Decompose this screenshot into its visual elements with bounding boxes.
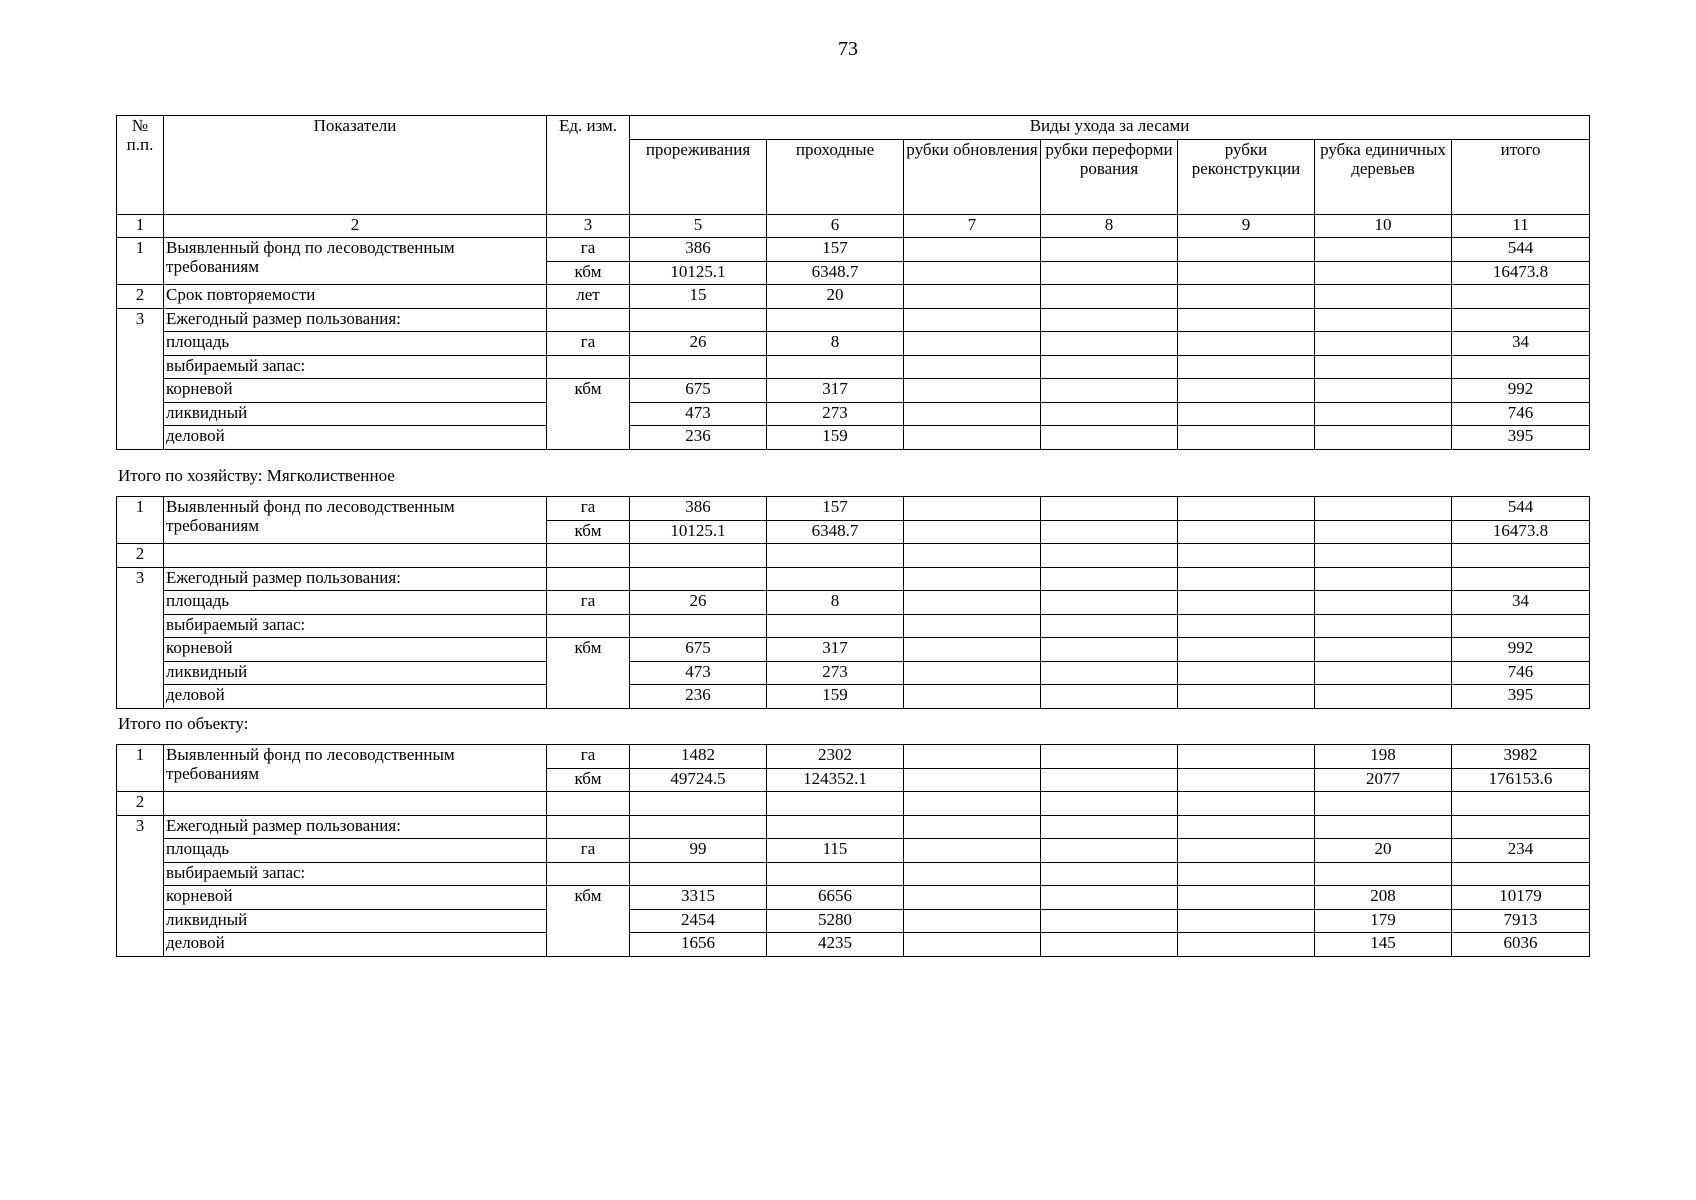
value-cell [1452,815,1590,839]
table-row [117,402,1590,426]
value-cell: 386 [630,497,767,521]
value-cell: 159 [767,426,904,450]
value-cell [1041,591,1178,615]
value-cell [1178,238,1315,262]
value-cell: 15 [630,285,767,309]
value-cell: 544 [1452,238,1590,262]
value-cell: 2302 [767,745,904,769]
value-cell [630,544,767,568]
value-cell: 675 [630,638,767,662]
column-number: 8 [1041,214,1178,238]
value-cell [767,862,904,886]
value-cell [1315,497,1452,521]
value-cell: 198 [1315,745,1452,769]
row-number: 3 [117,308,164,449]
value-cell [1041,862,1178,886]
value-cell [1315,285,1452,309]
row-unit [547,567,630,591]
row-number: 2 [117,544,164,568]
value-cell: 236 [630,426,767,450]
value-cell [1041,909,1178,933]
row-label: корневой [164,379,547,403]
value-cell [904,308,1041,332]
value-cell [1041,792,1178,816]
value-cell [1041,426,1178,450]
block-title-object: Итого по объекту: [118,714,249,733]
value-cell [904,591,1041,615]
value-cell [1315,544,1452,568]
value-cell: 3315 [630,886,767,910]
header-col-indicator: Показатели [164,116,547,215]
value-cell [1178,886,1315,910]
value-cell [1178,815,1315,839]
value-cell [1315,402,1452,426]
row-label: Выявленный фонд по лесоводственным требованиям [164,745,547,792]
value-cell [1315,792,1452,816]
row-unit: кбм [547,886,630,957]
value-cell [1452,567,1590,591]
column-number: 2 [164,214,547,238]
table-row [117,745,1590,769]
value-cell [1178,308,1315,332]
value-cell: 473 [630,661,767,685]
table-row [117,426,1590,450]
value-cell [630,614,767,638]
forest-care-table-household [116,496,1590,709]
value-cell [1041,638,1178,662]
value-cell [904,886,1041,910]
value-cell [1041,768,1178,792]
row-label: деловой [164,685,547,709]
value-cell [904,332,1041,356]
value-cell [1178,285,1315,309]
row-unit: лет [547,285,630,309]
table-row [117,497,1590,521]
value-cell [1452,285,1590,309]
table-row [117,638,1590,662]
row-label: выбираемый запас: [164,862,547,886]
row-label: Выявленный фонд по лесоводственным требованиям [164,497,547,544]
value-cell [630,815,767,839]
header-care-type: итого [1452,139,1590,214]
value-cell [904,815,1041,839]
value-cell: 157 [767,497,904,521]
value-cell [904,839,1041,863]
row-unit: га [547,332,630,356]
value-cell: 145 [1315,933,1452,957]
value-cell [904,685,1041,709]
value-cell [1178,839,1315,863]
value-cell: 395 [1452,685,1590,709]
header-care-type: проходные [767,139,904,214]
value-cell [904,661,1041,685]
value-cell [1041,402,1178,426]
value-cell [1041,332,1178,356]
header-col-unit: Ед. изм. [547,116,630,215]
value-cell: 179 [1315,909,1452,933]
column-number: 5 [630,214,767,238]
table-row [117,933,1590,957]
table-row [117,332,1590,356]
value-cell [1315,862,1452,886]
column-number: 6 [767,214,904,238]
row-label: площадь [164,332,547,356]
value-cell [904,520,1041,544]
value-cell [1041,933,1178,957]
table-row [117,285,1590,309]
value-cell [1041,308,1178,332]
row-number: 2 [117,285,164,309]
value-cell [1315,426,1452,450]
value-cell: 386 [630,238,767,262]
value-cell [904,285,1041,309]
row-number: 3 [117,815,164,956]
forest-care-table-main [116,115,1590,450]
value-cell [904,238,1041,262]
value-cell [1452,544,1590,568]
row-unit [547,792,630,816]
row-label: деловой [164,933,547,957]
table-row [117,544,1590,568]
value-cell: 273 [767,402,904,426]
value-cell [1315,355,1452,379]
column-number: 11 [1452,214,1590,238]
row-unit: кбм [547,768,630,792]
row-label: Выявленный фонд по лесоводственным требованиям [164,238,547,285]
value-cell [1041,685,1178,709]
table-row [117,886,1590,910]
value-cell [1178,933,1315,957]
value-cell [1452,862,1590,886]
value-cell [1315,815,1452,839]
table-row [117,308,1590,332]
value-cell [1315,567,1452,591]
table-row [117,355,1590,379]
value-cell [1178,379,1315,403]
value-cell [767,308,904,332]
value-cell [767,792,904,816]
value-cell [1041,839,1178,863]
value-cell [1178,332,1315,356]
value-cell [904,261,1041,285]
row-label: выбираемый запас: [164,355,547,379]
row-unit: га [547,591,630,615]
header-numbering-row [117,214,1590,238]
header-care-type: рубки переформирования [1041,139,1178,214]
value-cell [1315,661,1452,685]
value-cell [1041,285,1178,309]
row-number: 2 [117,792,164,816]
column-number: 9 [1178,214,1315,238]
value-cell [1041,520,1178,544]
value-cell: 395 [1452,426,1590,450]
row-unit [547,355,630,379]
value-cell [630,792,767,816]
value-cell [1178,567,1315,591]
forest-care-table-object [116,744,1590,957]
header-care-type: рубки обновления [904,139,1041,214]
value-cell [1178,355,1315,379]
value-cell: 208 [1315,886,1452,910]
value-cell [1178,261,1315,285]
value-cell: 544 [1452,497,1590,521]
value-cell [1452,308,1590,332]
value-cell: 10125.1 [630,261,767,285]
value-cell [904,638,1041,662]
value-cell: 2077 [1315,768,1452,792]
value-cell: 176153.6 [1452,768,1590,792]
value-cell [1315,308,1452,332]
row-unit [547,614,630,638]
value-cell [1315,379,1452,403]
value-cell [904,909,1041,933]
value-cell [1315,614,1452,638]
value-cell: 234 [1452,839,1590,863]
value-cell [1178,497,1315,521]
value-cell [767,614,904,638]
value-cell: 1482 [630,745,767,769]
value-cell: 7913 [1452,909,1590,933]
row-label: площадь [164,839,547,863]
table-row [117,379,1590,403]
value-cell: 4235 [767,933,904,957]
value-cell: 10179 [1452,886,1590,910]
row-label: корневой [164,638,547,662]
row-unit: кбм [547,261,630,285]
value-cell: 6656 [767,886,904,910]
value-cell: 273 [767,661,904,685]
value-cell [1041,661,1178,685]
row-number: 1 [117,497,164,544]
table-row [117,567,1590,591]
value-cell: 746 [1452,661,1590,685]
value-cell [1041,497,1178,521]
row-number: 1 [117,238,164,285]
value-cell [1315,332,1452,356]
value-cell: 10125.1 [630,520,767,544]
value-cell [1178,745,1315,769]
table-row [117,862,1590,886]
row-label: Срок повторяемости [164,285,547,309]
column-number: 1 [117,214,164,238]
value-cell [904,745,1041,769]
value-cell: 99 [630,839,767,863]
value-cell [1315,261,1452,285]
value-cell [904,768,1041,792]
header-col-no: № п.п. [117,116,164,215]
header-row-top [117,116,1590,140]
table-row [117,685,1590,709]
value-cell: 20 [767,285,904,309]
value-cell [1315,638,1452,662]
value-cell: 317 [767,638,904,662]
value-cell [1315,520,1452,544]
row-unit: кбм [547,520,630,544]
header-group-title: Виды ухода за лесами [630,116,1590,140]
row-unit: га [547,238,630,262]
header-care-type: рубка единичных деревьев [1315,139,1452,214]
value-cell [904,426,1041,450]
value-cell: 6348.7 [767,261,904,285]
value-cell [904,497,1041,521]
row-label: Ежегодный размер пользования: [164,567,547,591]
table-row [117,238,1590,262]
row-unit: га [547,497,630,521]
row-unit: кбм [547,638,630,709]
value-cell [904,614,1041,638]
value-cell [630,862,767,886]
row-label: корневой [164,886,547,910]
value-cell: 6348.7 [767,520,904,544]
table-row [117,614,1590,638]
table-row [117,661,1590,685]
column-number: 3 [547,214,630,238]
value-cell: 20 [1315,839,1452,863]
row-label: Ежегодный размер пользования: [164,308,547,332]
row-label [164,792,547,816]
row-label: Ежегодный размер пользования: [164,815,547,839]
row-label: площадь [164,591,547,615]
value-cell: 16473.8 [1452,520,1590,544]
value-cell [904,567,1041,591]
column-number: 10 [1315,214,1452,238]
value-cell: 992 [1452,638,1590,662]
value-cell [1452,355,1590,379]
value-cell [1178,909,1315,933]
row-label: ликвидный [164,661,547,685]
value-cell: 3982 [1452,745,1590,769]
value-cell [1178,661,1315,685]
value-cell: 8 [767,332,904,356]
row-unit [547,544,630,568]
value-cell [1041,238,1178,262]
page-number: 73 [838,38,858,60]
value-cell [630,355,767,379]
table-row [117,909,1590,933]
value-cell [1178,614,1315,638]
row-unit [547,308,630,332]
value-cell [1178,426,1315,450]
value-cell [1178,544,1315,568]
value-cell [630,308,767,332]
value-cell: 124352.1 [767,768,904,792]
value-cell: 26 [630,332,767,356]
value-cell [630,567,767,591]
row-unit [547,815,630,839]
table-row [117,815,1590,839]
row-number: 3 [117,567,164,708]
value-cell [1315,238,1452,262]
value-cell [767,567,904,591]
value-cell: 746 [1452,402,1590,426]
value-cell: 49724.5 [630,768,767,792]
value-cell [904,792,1041,816]
table-row [117,591,1590,615]
value-cell: 675 [630,379,767,403]
value-cell [904,402,1041,426]
row-label: ликвидный [164,402,547,426]
value-cell: 8 [767,591,904,615]
header-care-type: рубки реконструкции [1178,139,1315,214]
row-number: 1 [117,745,164,792]
value-cell [1178,768,1315,792]
row-unit: кбм [547,379,630,450]
value-cell [904,544,1041,568]
value-cell [767,355,904,379]
value-cell: 5280 [767,909,904,933]
value-cell [1452,792,1590,816]
row-label [164,544,547,568]
value-cell: 16473.8 [1452,261,1590,285]
row-label: деловой [164,426,547,450]
value-cell [1041,567,1178,591]
value-cell [1178,402,1315,426]
value-cell: 26 [630,591,767,615]
value-cell [1041,544,1178,568]
value-cell: 34 [1452,591,1590,615]
table-row [117,792,1590,816]
row-unit: га [547,839,630,863]
value-cell [904,355,1041,379]
column-number: 7 [904,214,1041,238]
value-cell [1315,591,1452,615]
value-cell [1178,792,1315,816]
value-cell [1041,355,1178,379]
value-cell: 236 [630,685,767,709]
value-cell [1041,261,1178,285]
value-cell [904,862,1041,886]
value-cell [1178,591,1315,615]
value-cell: 992 [1452,379,1590,403]
value-cell: 6036 [1452,933,1590,957]
value-cell [904,933,1041,957]
value-cell: 317 [767,379,904,403]
value-cell [1041,379,1178,403]
value-cell [1041,815,1178,839]
value-cell [1041,745,1178,769]
value-cell [1041,614,1178,638]
value-cell: 473 [630,402,767,426]
value-cell [767,815,904,839]
value-cell: 34 [1452,332,1590,356]
block-title-household: Итого по хозяйству: Мягколиственное [118,466,395,485]
value-cell [1041,886,1178,910]
header-care-type: прореживания [630,139,767,214]
row-unit: га [547,745,630,769]
value-cell: 1656 [630,933,767,957]
value-cell [767,544,904,568]
value-cell [1178,685,1315,709]
row-unit [547,862,630,886]
table-row [117,839,1590,863]
row-label: ликвидный [164,909,547,933]
row-label: выбираемый запас: [164,614,547,638]
value-cell [1178,520,1315,544]
value-cell [1315,685,1452,709]
value-cell [1178,862,1315,886]
value-cell: 115 [767,839,904,863]
value-cell: 159 [767,685,904,709]
value-cell [1452,614,1590,638]
value-cell [1178,638,1315,662]
value-cell: 157 [767,238,904,262]
value-cell: 2454 [630,909,767,933]
value-cell [904,379,1041,403]
